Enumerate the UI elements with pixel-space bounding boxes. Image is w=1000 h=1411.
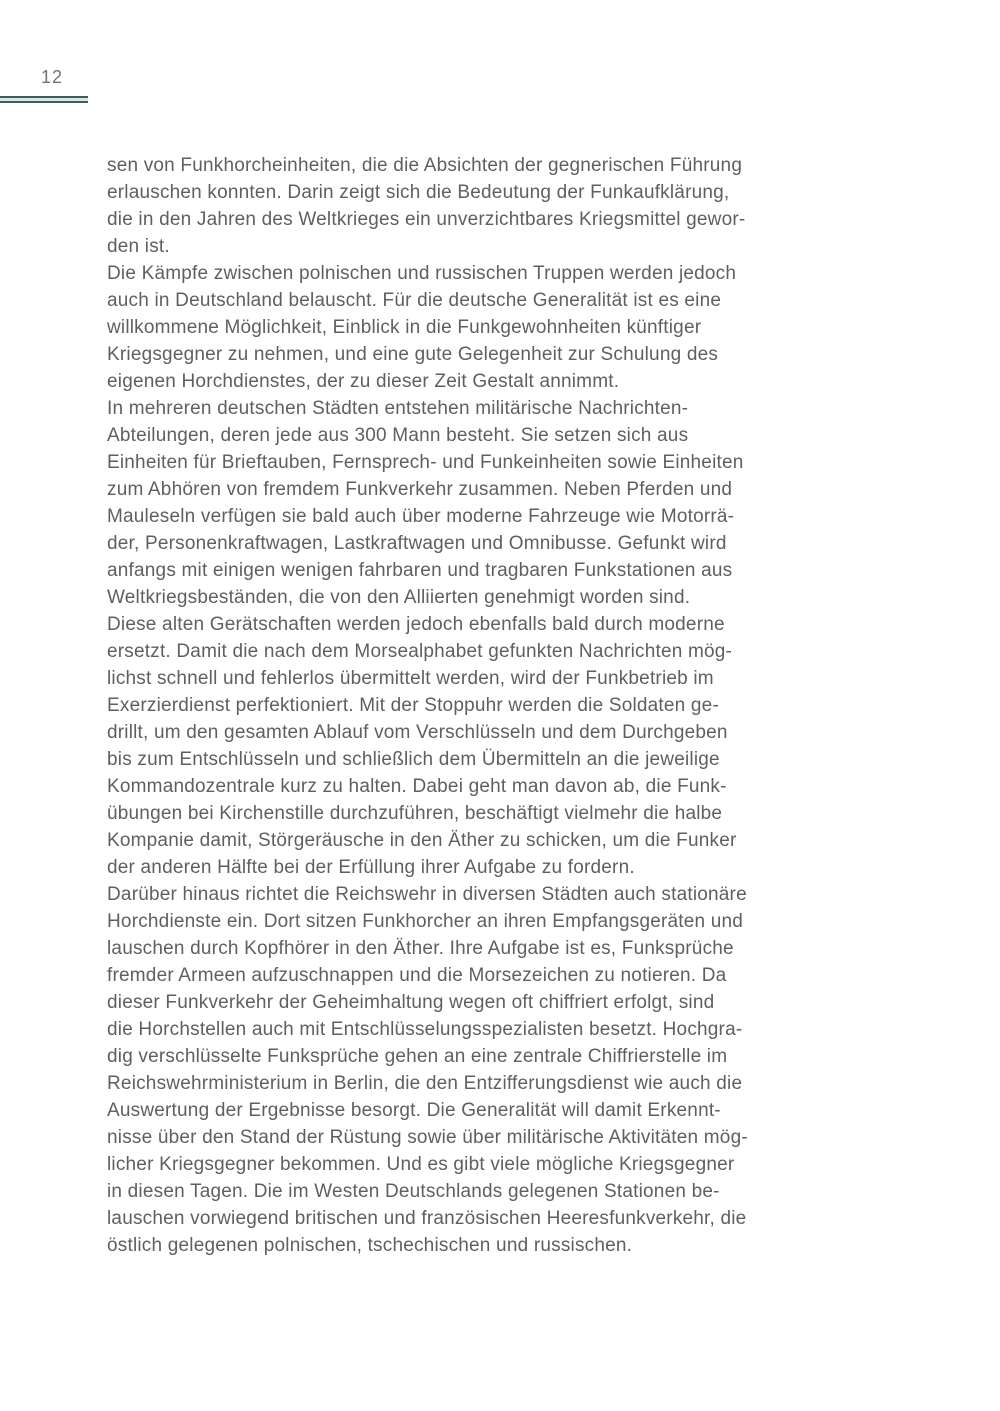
text-line: den ist.: [107, 236, 170, 257]
text-line: erlauschen konnten. Darin zeigt sich die Bedeutung der Funkaufklärung,: [107, 182, 730, 203]
text-line: in diesen Tagen. Die im Westen Deutschlands gelegenen Stationen be-: [107, 1181, 720, 1202]
body-text: [107, 152, 797, 1259]
text-line: Kompanie damit, Störgeräusche in den Äther zu schicken, um die Funker: [107, 830, 737, 851]
text-line: Exerzierdienst perfektioniert. Mit der Stoppuhr werden die Soldaten ge-: [107, 695, 719, 716]
text-line: Reichswehrministerium in Berlin, die den Entzifferungsdienst wie auch die: [107, 1073, 743, 1094]
text-line: Kriegsgegner zu nehmen, und eine gute Gelegenheit zur Schulung des: [107, 344, 719, 365]
text-line: ersetzt. Damit die nach dem Morsealphabet gefunkten Nachrichten mög-: [107, 641, 733, 662]
text-line: nisse über den Stand der Rüstung sowie über militärische Aktivitäten mög-: [107, 1127, 748, 1148]
text-line: die Horchstellen auch mit Entschlüsselungsspezialisten besetzt. Hochgra-: [107, 1019, 743, 1040]
text-line: übungen bei Kirchenstille durchzuführen, beschäftigt vielmehr die halbe: [107, 803, 723, 824]
text-line: sen von Funkhorcheinheiten, die die Absichten der gegnerischen Führung: [107, 155, 743, 176]
text-line: die in den Jahren des Weltkrieges ein unverzichtbares Kriegsmittel gewor-: [107, 209, 746, 230]
text-line: Mauleseln verfügen sie bald auch über moderne Fahrzeuge wie Motorrä-: [107, 506, 735, 527]
text-line: In mehreren deutschen Städten entstehen militärische Nachrichten-: [107, 398, 689, 419]
text-line: Einheiten für Brieftauben, Fernsprech- und Funkeinheiten sowie Einheiten: [107, 452, 744, 473]
text-line: willkommene Möglichkeit, Einblick in die Funkgewohnheiten künftiger: [107, 317, 702, 338]
text-line: Auswertung der Ergebnisse besorgt. Die Generalität will damit Erkennt-: [107, 1100, 721, 1121]
text-line: zum Abhören von fremdem Funkverkehr zusammen. Neben Pferden und: [107, 479, 733, 500]
text-line: bis zum Entschlüsseln und schließlich dem Übermitteln an die jeweilige: [107, 749, 720, 770]
text-line: lichst schnell und fehlerlos übermittelt werden, wird der Funkbetrieb im: [107, 668, 714, 689]
text-line: Die Kämpfe zwischen polnischen und russischen Truppen werden jedoch: [107, 263, 737, 284]
text-line: drillt, um den gesamten Ablauf vom Verschlüsseln und dem Durchgeben: [107, 722, 728, 743]
text-line: anfangs mit einigen wenigen fahrbaren und tragbaren Funkstationen aus: [107, 560, 733, 581]
text-line: dig verschlüsselte Funksprüche gehen an eine zentrale Chiffrierstelle im: [107, 1046, 728, 1067]
text-line: Darüber hinaus richtet die Reichswehr in diversen Städten auch stationäre: [107, 884, 747, 905]
text-line: der anderen Hälfte bei der Erfüllung ihrer Aufgabe zu fordern.: [107, 857, 635, 878]
text-line: dieser Funkverkehr der Geheimhaltung wegen oft chiffriert erfolgt, sind: [107, 992, 715, 1013]
text-line: Weltkriegsbeständen, die von den Alliierten genehmigt worden sind.: [107, 587, 691, 608]
text-line: Horchdienste ein. Dort sitzen Funkhorcher an ihren Empfangsgeräten und: [107, 911, 744, 932]
text-line: Diese alten Gerätschaften werden jedoch ebenfalls bald durch moderne: [107, 614, 725, 635]
text-line: eigenen Horchdienstes, der zu dieser Zeit Gestalt annimmt.: [107, 371, 620, 392]
paragraph: [107, 881, 797, 1259]
text-line: östlich gelegenen polnischen, tschechischen und russischen.: [107, 1235, 633, 1256]
text-line: licher Kriegsgegner bekommen. Und es gibt viele mögliche Kriegsgegner: [107, 1154, 735, 1175]
text-line: lauschen vorwiegend britischen und französischen Heeresfunkverkehr, die: [107, 1208, 747, 1229]
text-line: auch in Deutschland belauscht. Für die deutsche Generalität ist es eine: [107, 290, 722, 311]
paragraph: [107, 260, 797, 395]
paragraph: [107, 395, 797, 881]
text-line: fremder Armeen aufzuschnappen und die Morsezeichen zu notieren. Da: [107, 965, 727, 986]
text-line: lauschen durch Kopfhörer in den Äther. Ihre Aufgabe ist es, Funksprüche: [107, 938, 734, 959]
page-number: 12: [41, 67, 64, 87]
text-line: der, Personenkraftwagen, Lastkraftwagen und Omnibusse. Gefunkt wird: [107, 533, 727, 554]
header-rule: [0, 96, 88, 103]
paragraph: [107, 152, 797, 260]
text-line: Kommandozentrale kurz zu halten. Dabei geht man davon ab, die Funk-: [107, 776, 727, 797]
text-line: Abteilungen, deren jede aus 300 Mann besteht. Sie setzen sich aus: [107, 425, 689, 446]
